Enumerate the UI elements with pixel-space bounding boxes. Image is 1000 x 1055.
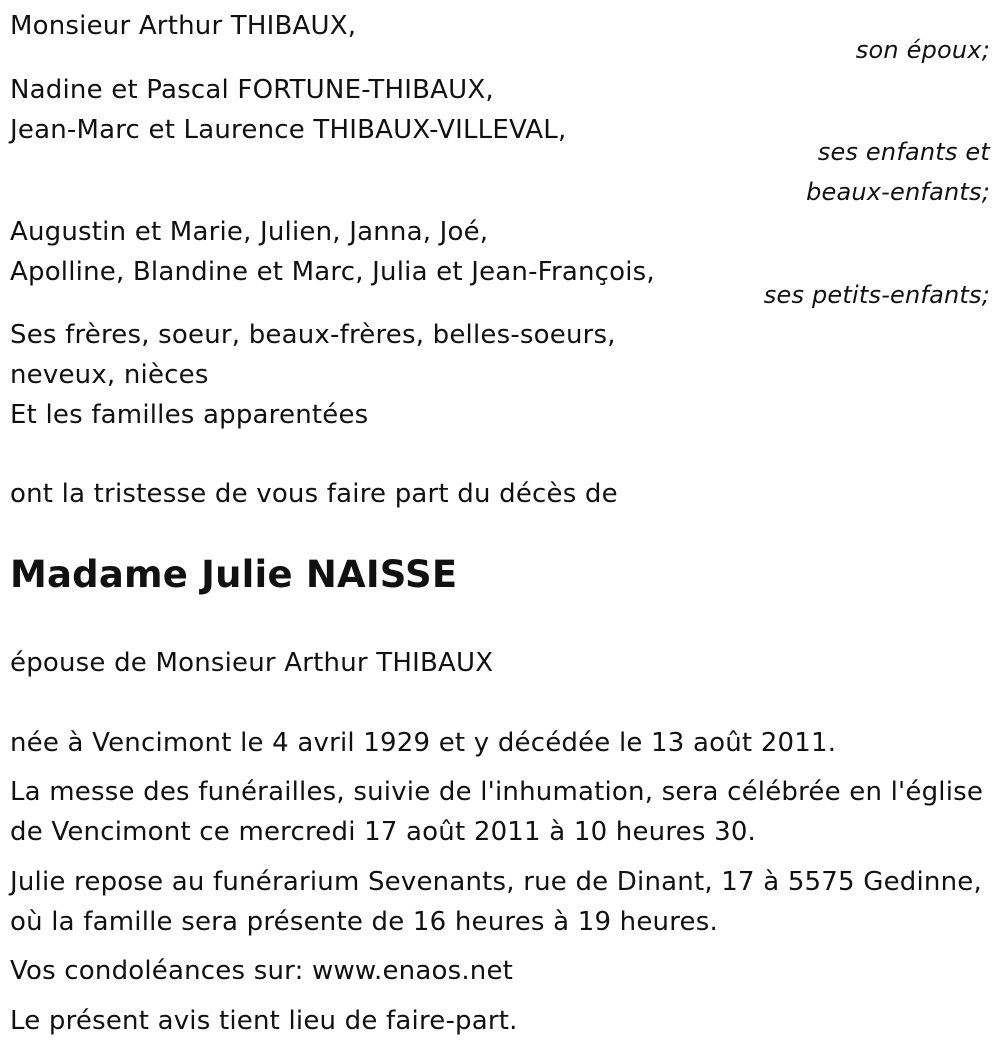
- relatives-line-2: neveux, nièces: [10, 360, 209, 390]
- mass-line-2: de Vencimont ce mercredi 17 août 2011 à 10 heures 30.: [10, 817, 757, 847]
- relatives-line-3: Et les familles apparentées: [10, 400, 369, 430]
- relatives-line-1: Ses frères, soeur, beaux-frères, belles-soeurs,: [10, 320, 616, 350]
- children-role-line-2: beaux-enfants;: [806, 178, 990, 206]
- rest-line-2: où la famille sera présente de 16 heures à 19 heures.: [10, 907, 718, 937]
- children-role-line-1: ses enfants et: [817, 138, 990, 166]
- rest-line-1: Julie repose au funérarium Sevenants, rue de Dinant, 17 à 5575 Gedinne,: [10, 867, 982, 897]
- children-line-1: Nadine et Pascal FORTUNE-THIBAUX,: [10, 75, 494, 105]
- spouse-name: Monsieur Arthur THIBAUX,: [10, 11, 357, 41]
- birth-death-text: née à Vencimont le 4 avril 1929 et y décédée le 13 août 2011.: [10, 728, 837, 758]
- announcement-text: ont la tristesse de vous faire part du décès de: [10, 479, 618, 509]
- children-line-2: Jean-Marc et Laurence THIBAUX-VILLEVAL,: [10, 115, 567, 145]
- spouse-of-text: épouse de Monsieur Arthur THIBAUX: [10, 648, 494, 678]
- grandchildren-role: ses petits-enfants;: [763, 281, 990, 309]
- grandchildren-line-2: Apolline, Blandine et Marc, Julia et Jean-François,: [10, 257, 655, 287]
- grandchildren-line-1: Augustin et Marie, Julien, Janna, Joé,: [10, 217, 489, 247]
- deceased-name: Madame Julie NAISSE: [10, 553, 458, 596]
- condolences-text: Vos condoléances sur: www.enaos.net: [10, 956, 514, 986]
- notice-text: Le présent avis tient lieu de faire-part.: [10, 1006, 518, 1036]
- mass-line-1: La messe des funérailles, suivie de l'inhumation, sera célébrée en l'église: [10, 777, 984, 807]
- spouse-role: son époux;: [855, 36, 990, 64]
